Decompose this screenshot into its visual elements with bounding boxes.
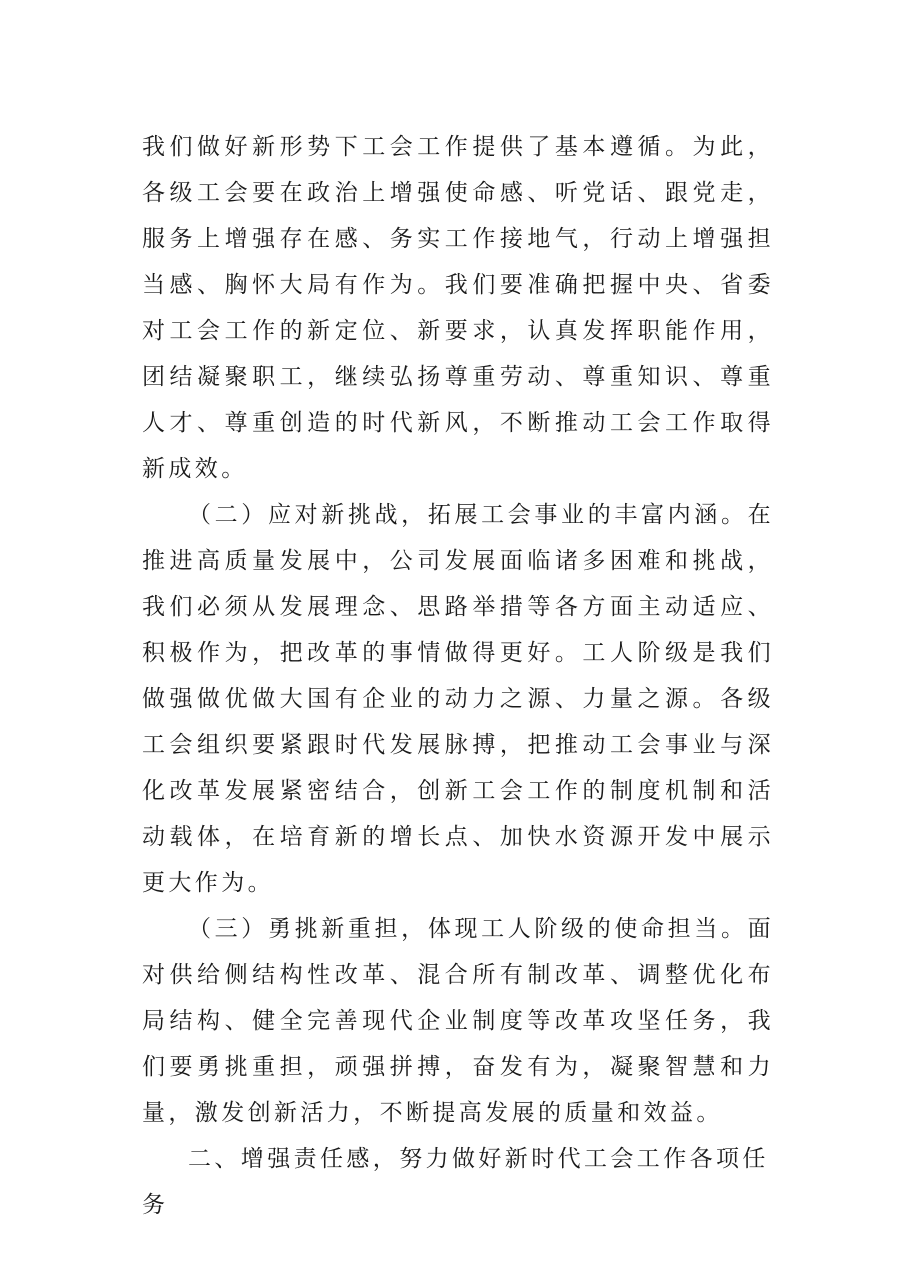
paragraph-section-three: （三）勇挑新重担，体现工人阶级的使命担当。面对供给侧结构性改革、混合所有制改革、调整优化布局结构、健全完善现代企业制度等改革攻坚任务，我们要勇挑重担，顽强拼搏，奋发有为，凝聚智慧和力量，激发创新活力，不断提高发展的质量和效益。: [142, 916, 774, 1126]
document-body: [142, 124, 774, 1228]
section-heading: 二、增强责任感，努力做好新时代工会工作各项任务: [142, 1146, 769, 1218]
paragraph-continuation: 我们做好新形势下工会工作提供了基本遵循。为此，各级工会要在政治上增强使命感、听党话、跟党走，服务上增强存在感、务实工作接地气，行动上增强担当感、胸怀大局有作为。我们要准确把握中央、省委对工会工作的新定位、新要求，认真发挥职能作用，团结凝聚职工，继续弘扬尊重劳动、尊重知识、尊重人才、尊重创造的时代新风，不断推动工会工作取得新成效。: [142, 134, 774, 482]
paragraph-section-two: （二）应对新挑战，拓展工会事业的丰富内涵。在推进高质量发展中，公司发展面临诸多困难和挑战，我们必须从发展理念、思路举措等各方面主动适应、积极作为，把改革的事情做得更好。工人阶级是我们做强做优做大国有企业的动力之源、力量之源。各级工会组织要紧跟时代发展脉搏，把推动工会事业与深化改革发展紧密结合，创新工会工作的制度机制和活动载体，在培育新的增长点、加快水资源开发中展示更大作为。: [142, 502, 774, 896]
